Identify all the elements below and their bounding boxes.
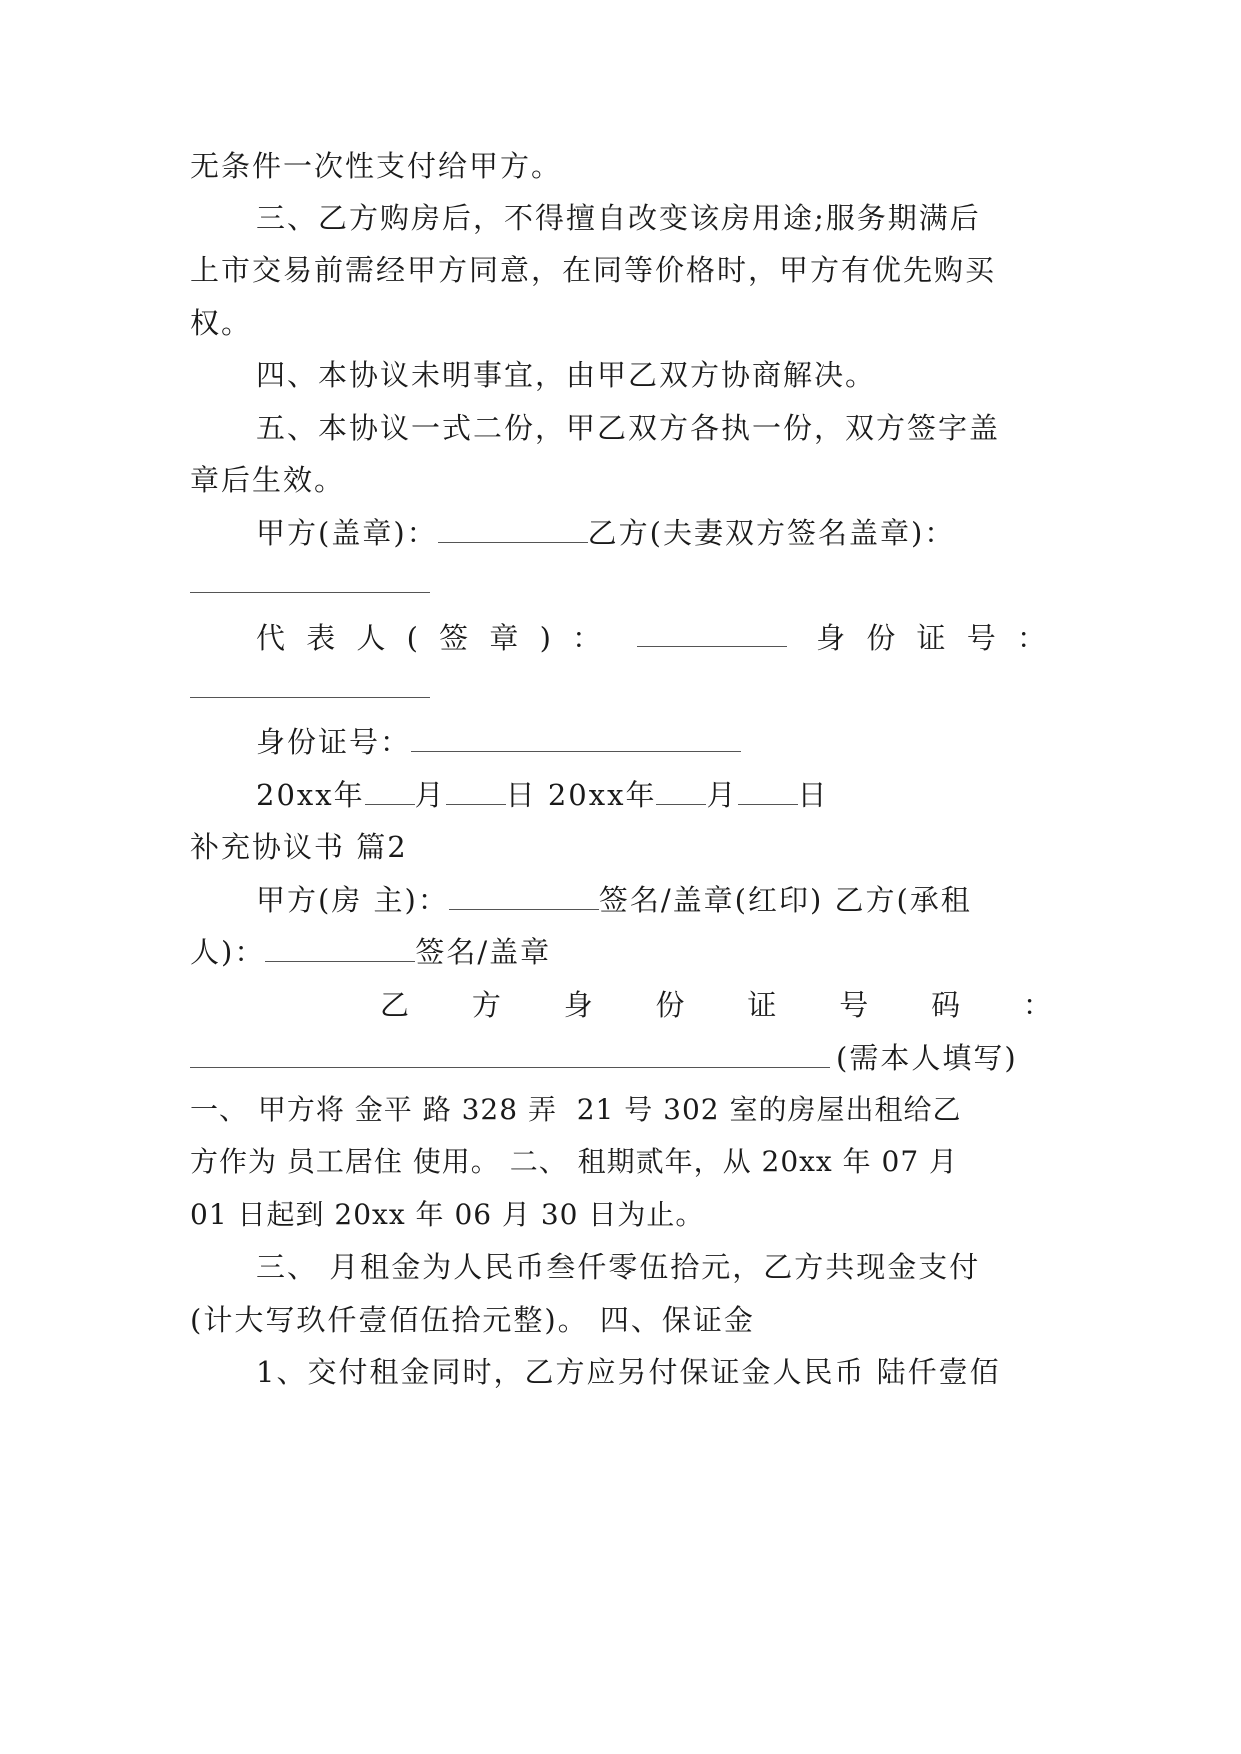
clause-five: 五、本协议一式二份，甲乙双方各执一份，双方签字盖 xyxy=(256,411,1001,445)
spread-char: 方 xyxy=(471,988,501,1022)
id-label: 身份证号： xyxy=(256,725,412,759)
section-heading: 补充协议书 篇2 xyxy=(190,830,408,864)
date-day-a-blank xyxy=(446,776,506,805)
clause-four: 四、本协议未明事宜，由甲乙双方协商解决。 xyxy=(256,358,877,392)
id-blank xyxy=(411,723,741,752)
date-day-b-blank xyxy=(738,776,798,805)
date-month-b-label: 月 xyxy=(706,778,738,812)
clause-three: 三、乙方购房后，不得擅自改变该房用途;服务期满后 xyxy=(256,201,981,235)
landlord-line xyxy=(256,880,972,920)
landlord-sign-label: 签名/盖章(红印) 乙方(承租 xyxy=(598,883,972,917)
text-line: 无条件一次性支付给甲方。 xyxy=(190,149,563,183)
id-line xyxy=(256,722,741,762)
tenant-sign-label: 签名/盖章 xyxy=(415,935,552,969)
date-month-b-blank xyxy=(656,776,706,805)
text-line: 01 日起到 20xx 年 06 月 30 日为止。 xyxy=(190,1198,705,1231)
spread-char: 身 xyxy=(563,988,593,1022)
spread-char: 码 xyxy=(931,988,961,1022)
clause-one: 一、 甲方将 金平 路 328 弄 21 号 302 室的房屋出租给乙 xyxy=(190,1093,962,1126)
text-line: 章后生效。 xyxy=(190,463,346,497)
signature-line-parties xyxy=(256,513,955,553)
spread-char: 乙 xyxy=(380,988,410,1022)
tenant-label: 人)： xyxy=(190,935,266,969)
date-year-a: 20xx年 xyxy=(256,778,365,812)
id-number-blank xyxy=(190,697,430,698)
tenant-line xyxy=(190,932,551,972)
date-line xyxy=(256,775,829,815)
tenant-id-blank xyxy=(190,1067,830,1068)
self-fill-note: (需本人填写) xyxy=(836,1041,1018,1075)
date-day-b-label: 日 xyxy=(797,778,829,812)
text-line: 方作为 员工居住 使用。 二、 租期贰年，从 20xx 年 07 月 xyxy=(190,1145,959,1178)
clause-rent: 三、 月租金为人民币叁仟零伍拾元，乙方共现金支付 xyxy=(256,1250,981,1284)
party-b-sign-blank xyxy=(190,592,430,593)
spread-char: 证 xyxy=(747,988,777,1022)
spread-char: 号 xyxy=(839,988,869,1022)
id-number-label: 身 份 证 号 ： xyxy=(816,621,1052,655)
date-month-a-label: 月 xyxy=(414,778,446,812)
tenant-blank xyxy=(265,933,415,962)
spread-char: ： xyxy=(1022,988,1052,1022)
landlord-blank xyxy=(449,881,599,910)
text-line: 上市交易前需经甲方同意，在同等价格时，甲方有优先购买 xyxy=(190,253,997,287)
party-a-seal-label: 甲方(盖章)： xyxy=(256,516,438,550)
clause-deposit: 1、交付租金同时，乙方应另付保证金人民币 陆仟壹佰 xyxy=(256,1355,1001,1389)
text-line: 权。 xyxy=(190,306,253,340)
party-b-sign-label: 乙方(夫妻双方签名盖章)： xyxy=(587,516,956,550)
representative-line xyxy=(256,618,1052,658)
date-year-b: 日 20xx年 xyxy=(505,778,657,812)
spread-char: 份 xyxy=(655,988,685,1022)
tenant-id-heading xyxy=(380,985,1052,1025)
landlord-label: 甲方(房 主)： xyxy=(256,883,449,917)
text-line: (计大写玖仟壹佰伍拾元整)。 四、保证金 xyxy=(190,1303,755,1337)
date-month-a-blank xyxy=(365,776,415,805)
party-a-seal-blank xyxy=(438,514,588,543)
representative-blank xyxy=(637,618,787,647)
representative-label: 代 表 人 ( 签 章 ) ： xyxy=(256,621,608,655)
